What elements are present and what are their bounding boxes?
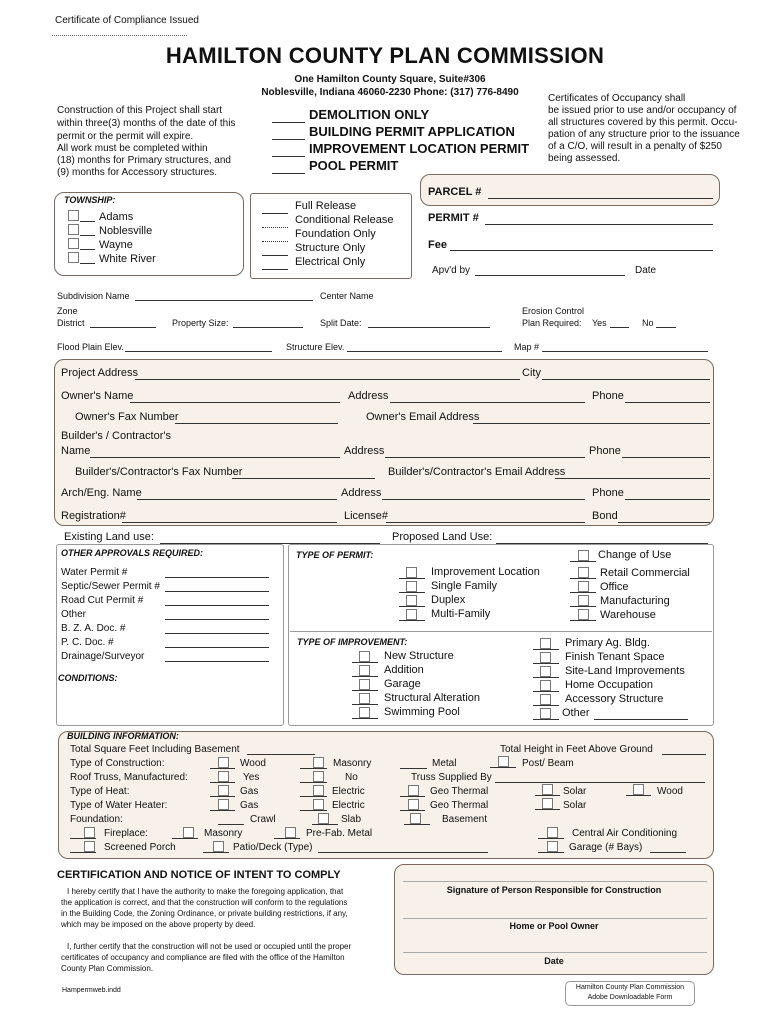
improvement-home-occupation: Home Occupation: [565, 679, 654, 691]
truss-yes-checkbox[interactable]: [218, 771, 229, 782]
central-air-checkbox[interactable]: [547, 827, 558, 838]
construction-type-label: Type of Construction:: [70, 758, 165, 769]
registration-input[interactable]: [122, 522, 337, 523]
heat-wood: Wood: [657, 786, 683, 797]
builder-phone-input[interactable]: [622, 457, 710, 458]
warehouse-line: [570, 620, 596, 621]
signature-date-label: Date: [544, 956, 564, 966]
owner-phone-input[interactable]: [625, 402, 710, 403]
builder-phone-label: Phone: [589, 445, 621, 457]
owner-name-label: Owner's Name: [61, 390, 134, 402]
map-input[interactable]: [542, 351, 708, 352]
other-approval-label: Other: [61, 609, 87, 620]
water-electric-checkbox[interactable]: [313, 799, 324, 810]
builder-name-input[interactable]: [90, 457, 340, 458]
wood-construction-checkbox[interactable]: [218, 757, 229, 768]
heat-solar-checkbox[interactable]: [542, 784, 553, 795]
water-electric: Electric: [332, 800, 365, 811]
other-improvement-checkbox[interactable]: [540, 708, 551, 719]
approved-date-label: Date: [635, 265, 657, 276]
single-family-checkbox[interactable]: [406, 581, 417, 592]
arch-phone-label: Phone: [592, 487, 624, 499]
total-sq-input[interactable]: [247, 754, 315, 755]
garage-improvement-line: [352, 690, 378, 691]
improvement-primary-ag: Primary Ag. Bldg.: [565, 637, 650, 649]
addition-checkbox[interactable]: [359, 665, 370, 676]
addition-line: [352, 676, 378, 677]
fireplace-label: Fireplace:: [104, 828, 148, 839]
conditional-release-line[interactable]: [262, 227, 288, 228]
improvement-site-land: Site-Land Improvements: [565, 665, 685, 677]
page-title: HAMILTON COUNTY PLAN COMMISSION: [165, 43, 605, 68]
new-structure-line: [352, 662, 378, 663]
wood-construction-line: [210, 768, 235, 769]
certification-title: CERTIFICATION AND NOTICE OF INTENT TO COMPLY: [57, 869, 341, 881]
district-input[interactable]: [90, 327, 156, 328]
flood-plain-input[interactable]: [125, 351, 272, 352]
city-input[interactable]: [542, 379, 710, 380]
building-permit-check-line[interactable]: [272, 139, 305, 140]
township-noblesville: Noblesville: [99, 225, 153, 237]
footer-badge-line-2: Adobe Downloadable Form: [587, 994, 673, 1001]
fee-input[interactable]: [450, 250, 713, 251]
screened-porch-label: Screened Porch: [104, 842, 176, 853]
pc-doc-label: P. C. Doc. #: [61, 637, 114, 648]
proposed-land-use-label: Proposed Land Use:: [392, 531, 493, 543]
retail-commercial-checkbox[interactable]: [578, 567, 589, 578]
release-conditional: Conditional Release: [295, 214, 394, 226]
site-land-checkbox[interactable]: [540, 666, 551, 677]
multi-family-line: [399, 620, 425, 621]
truss-yes-line: [210, 782, 235, 783]
parcel-label: PARCEL #: [428, 186, 482, 198]
foundation-crawl: Crawl: [250, 814, 276, 825]
garage-bays-label: Garage (# Bays): [569, 842, 643, 853]
heat-wood-checkbox[interactable]: [633, 784, 644, 795]
type-permit-title: TYPE OF PERMIT:: [296, 550, 374, 560]
project-address-input[interactable]: [135, 379, 520, 380]
improvement-location-line: [399, 578, 425, 579]
erosion-label-1: Erosion Control: [522, 306, 585, 316]
septic-permit-input[interactable]: [165, 591, 269, 592]
owner-address-label: Address: [348, 390, 389, 402]
manufacturing-checkbox[interactable]: [578, 595, 589, 606]
water-permit-label: Water Permit #: [61, 567, 128, 578]
builder-fax-label: Builder's/Contractor's Fax Number: [75, 466, 243, 478]
post-beam-line: [490, 767, 516, 768]
electrical-only-line[interactable]: [262, 269, 288, 270]
type-retail-commercial: Retail Commercial: [600, 567, 690, 579]
swimming-pool-line: [352, 718, 378, 719]
home-occupation-line: [533, 691, 559, 692]
bza-input[interactable]: [165, 633, 269, 634]
address-line-1: One Hamilton County Square, Suite#306: [294, 74, 486, 85]
owner-fax-input[interactable]: [175, 423, 338, 424]
water-solar-checkbox[interactable]: [542, 798, 553, 809]
type-change-of-use: Change of Use: [598, 549, 672, 561]
total-height-label: Total Height in Feet Above Ground: [500, 744, 653, 755]
compliance-line[interactable]: [52, 35, 187, 36]
fireplace-masonry: Masonry: [204, 828, 243, 839]
office-line: [570, 592, 596, 593]
footer-filename: Hampermweb.indd: [62, 987, 121, 994]
address-line-2: Noblesville, Indiana 46060-2230 Phone: (317) 776-8490: [261, 87, 519, 98]
flood-plain-label: Flood Plain Elev.: [57, 342, 124, 352]
foundation-slab: Slab: [341, 814, 362, 825]
construction-masonry: Masonry: [333, 758, 372, 769]
building-info-title: BUILDING INFORMATION:: [67, 731, 179, 741]
heat-gas-line: [210, 796, 235, 797]
erosion-label-2: Plan Required:: [522, 318, 582, 328]
construction-post-beam: Post/ Beam: [522, 758, 574, 769]
multi-family-checkbox[interactable]: [406, 609, 417, 620]
prefab-metal-checkbox[interactable]: [285, 827, 296, 838]
adams-line: [80, 221, 95, 222]
permit-type-pool: POOL PERMIT: [309, 158, 399, 173]
improvement-garage: Garage: [384, 678, 421, 690]
patio-deck-type-input[interactable]: [318, 852, 488, 853]
type-duplex: Duplex: [431, 594, 466, 606]
builder-fax-input[interactable]: [232, 478, 375, 479]
office-checkbox[interactable]: [578, 581, 589, 592]
permit-number-label: PERMIT #: [428, 212, 479, 224]
accessory-structure-line: [533, 705, 559, 706]
owner-fax-label: Owner's Fax Number: [75, 411, 179, 423]
owner-email-label: Owner's Email Address: [366, 411, 480, 423]
screened-porch-checkbox[interactable]: [84, 841, 95, 852]
manufacturing-line: [570, 606, 596, 607]
owner-signature-line[interactable]: [403, 918, 707, 919]
duplex-line: [399, 606, 425, 607]
builder-email-input[interactable]: [555, 478, 710, 479]
bond-label: Bond: [592, 510, 618, 522]
bond-input[interactable]: [618, 522, 710, 523]
road-cut-input[interactable]: [165, 605, 269, 606]
heat-wood-line: [626, 795, 651, 796]
screened-porch-line: [70, 852, 96, 853]
single-family-line: [399, 592, 425, 593]
arch-address-input[interactable]: [382, 499, 585, 500]
truss-no-checkbox[interactable]: [313, 771, 324, 782]
improvement-swimming-pool: Swimming Pool: [384, 706, 460, 718]
other-approval-input[interactable]: [165, 619, 269, 620]
arch-address-label: Address: [341, 487, 382, 499]
noblesville-checkbox[interactable]: [68, 224, 79, 235]
wayne-line: [80, 249, 95, 250]
truss-supplied-label: Truss Supplied By: [411, 772, 492, 783]
heat-type-label: Type of Heat:: [70, 786, 130, 797]
site-land-line: [533, 677, 559, 678]
central-air-label: Central Air Conditioning: [572, 828, 678, 839]
patio-deck-label: Patio/Deck (Type): [233, 842, 313, 853]
split-date-label: Split Date:: [320, 318, 362, 328]
road-cut-label: Road Cut Permit #: [61, 595, 144, 606]
change-of-use-line: [570, 561, 596, 562]
fireplace-checkbox[interactable]: [84, 827, 95, 838]
masonry-construction-line: [300, 768, 327, 769]
water-gas-line: [210, 810, 235, 811]
ilp-check-line[interactable]: [272, 156, 305, 157]
bza-label: B. Z. A. Doc. #: [61, 623, 126, 634]
improvement-finish-tenant: Finish Tenant Space: [565, 651, 665, 663]
improvement-new-structure: New Structure: [384, 650, 454, 662]
foundation-basement-line: [404, 824, 430, 825]
prefab-metal-line: [274, 838, 300, 839]
garage-line: [538, 852, 564, 853]
erosion-yes-label: Yes: [592, 318, 607, 328]
structure-elev-input[interactable]: [347, 351, 502, 352]
home-owner-label: Home or Pool Owner: [509, 921, 599, 931]
type-single-family: Single Family: [431, 580, 498, 592]
finish-tenant-checkbox[interactable]: [540, 652, 551, 663]
erosion-no-input[interactable]: [656, 327, 676, 328]
property-size-input[interactable]: [233, 327, 303, 328]
permit-type-ilp: IMPROVEMENT LOCATION PERMIT: [309, 141, 530, 156]
release-full: Full Release: [295, 200, 357, 212]
water-geo-checkbox[interactable]: [408, 799, 419, 810]
heat-gas-checkbox[interactable]: [218, 785, 229, 796]
duplex-checkbox[interactable]: [406, 595, 417, 606]
improvement-addition: Addition: [384, 664, 424, 676]
zone-label: Zone: [57, 306, 78, 316]
garage-bays-input[interactable]: [650, 852, 686, 853]
license-input[interactable]: [386, 522, 585, 523]
masonry-construction-checkbox[interactable]: [313, 757, 324, 768]
garage-improvement-checkbox[interactable]: [359, 679, 370, 690]
demolition-check-line[interactable]: [272, 122, 305, 123]
adams-checkbox[interactable]: [68, 210, 79, 221]
wayne-checkbox[interactable]: [68, 238, 79, 249]
water-geo-thermal: Geo Thermal: [430, 800, 489, 811]
registration-label: Registration#: [61, 510, 126, 522]
footer-badge-line-1: Hamilton County Plan Commission: [575, 984, 685, 991]
builder-address-label: Address: [344, 445, 385, 457]
full-release-line[interactable]: [262, 213, 288, 214]
water-solar-line: [535, 809, 560, 810]
post-beam-checkbox[interactable]: [498, 756, 509, 767]
existing-land-use-label: Existing Land use:: [64, 531, 154, 543]
pool-check-line[interactable]: [272, 173, 305, 174]
township-adams: Adams: [99, 211, 134, 223]
change-of-use-checkbox[interactable]: [578, 550, 589, 561]
type-improvement-title: TYPE OF IMPROVEMENT:: [297, 637, 408, 647]
roof-truss-label: Roof Truss, Manufactured:: [70, 772, 188, 783]
type-manufacturing: Manufacturing: [600, 595, 670, 607]
other-improvement-input[interactable]: [594, 719, 688, 720]
arch-phone-input[interactable]: [625, 499, 710, 500]
heat-solar-line: [535, 795, 560, 796]
owner-name-input[interactable]: [130, 402, 340, 403]
builder-email-label: Builder's/Contractor's Email Address: [388, 466, 566, 478]
improvement-structural-alteration: Structural Alteration: [384, 692, 480, 704]
truss-yes: Yes: [243, 772, 260, 783]
foundation-slab-line: [312, 824, 338, 825]
builder-name-label: Name: [61, 445, 91, 457]
heat-electric-line: [300, 796, 327, 797]
type-warehouse: Warehouse: [600, 609, 656, 621]
metal-construction-line[interactable]: [400, 768, 427, 769]
project-address-label: Project Address: [61, 367, 139, 379]
township-title: TOWNSHIP:: [64, 195, 116, 205]
permit-type-demolition: DEMOLITION ONLY: [309, 107, 430, 122]
foundation-basement: Basement: [442, 814, 488, 825]
permit-number-input[interactable]: [485, 224, 713, 225]
subdivision-input[interactable]: [135, 300, 313, 301]
water-electric-line: [300, 810, 327, 811]
owner-section: [54, 359, 714, 526]
erosion-no-label: No: [642, 318, 654, 328]
fireplace-masonry-line: [172, 838, 198, 839]
release-foundation: Foundation Only: [295, 228, 376, 240]
water-gas-checkbox[interactable]: [218, 799, 229, 810]
pc-doc-input[interactable]: [165, 647, 269, 648]
construction-wood: Wood: [240, 758, 266, 769]
heat-electric: Electric: [332, 786, 365, 797]
structural-alteration-checkbox[interactable]: [359, 693, 370, 704]
foundation-label: Foundation:: [70, 814, 123, 825]
construction-metal: Metal: [432, 758, 457, 769]
finish-tenant-line: [533, 663, 559, 664]
fee-label: Fee: [428, 239, 447, 251]
parcel-input[interactable]: [488, 198, 713, 199]
structure-only-line[interactable]: [262, 255, 288, 256]
property-size-label: Property Size:: [172, 318, 229, 328]
swimming-pool-checkbox[interactable]: [359, 707, 370, 718]
release-structure: Structure Only: [295, 242, 366, 254]
type-multi-family: Multi-Family: [431, 608, 491, 620]
warehouse-checkbox[interactable]: [578, 609, 589, 620]
septic-permit-label: Septic/Sewer Permit #: [61, 581, 160, 592]
heat-geo-thermal: Geo Thermal: [430, 786, 489, 797]
approved-by-input[interactable]: [475, 275, 625, 276]
permit-type-building: BUILDING PERMIT APPLICATION: [309, 124, 515, 139]
drainage-label: Drainage/Surveyor: [61, 651, 145, 662]
improvement-other: Other: [562, 707, 590, 719]
water-heater-label: Type of Water Heater:: [70, 800, 168, 811]
improvement-accessory-structure: Accessory Structure: [565, 693, 664, 705]
improvement-location-checkbox[interactable]: [406, 567, 417, 578]
signature-label: Signature of Person Responsible for Construction: [446, 885, 662, 895]
total-sq-label: Total Square Feet Including Basement: [70, 744, 240, 755]
heat-geo-line: [400, 796, 425, 797]
split-date-input[interactable]: [368, 327, 490, 328]
water-solar: Solar: [563, 800, 587, 811]
truss-no: No: [345, 772, 358, 783]
water-gas: Gas: [240, 800, 259, 811]
primary-ag-checkbox[interactable]: [540, 638, 551, 649]
type-improvement-location: Improvement Location: [431, 566, 540, 578]
city-label: City: [522, 367, 541, 379]
water-geo-line: [400, 810, 425, 811]
home-occupation-checkbox[interactable]: [540, 680, 551, 691]
compliance-label: Certificate of Compliance Issued: [55, 15, 199, 26]
water-permit-input[interactable]: [165, 577, 269, 578]
owner-email-input[interactable]: [473, 423, 710, 424]
builder-label-1: Builder's / Contractor's: [61, 430, 171, 442]
owner-address-input[interactable]: [390, 402, 585, 403]
heat-solar: Solar: [563, 786, 587, 797]
heat-electric-checkbox[interactable]: [313, 785, 324, 796]
fireplace-line: [70, 838, 96, 839]
map-label: Map #: [514, 342, 540, 352]
release-electrical: Electrical Only: [295, 256, 366, 268]
foundation-slab-checkbox[interactable]: [318, 813, 329, 824]
signature-date-line[interactable]: [403, 952, 707, 953]
structure-elev-label: Structure Elev.: [286, 342, 345, 352]
drainage-input[interactable]: [165, 661, 269, 662]
subdivision-label: Subdivision Name: [57, 291, 130, 301]
permit-divider: [290, 631, 712, 632]
owner-phone-label: Phone: [592, 390, 624, 402]
central-air-line: [538, 838, 564, 839]
patio-deck-checkbox[interactable]: [213, 841, 224, 852]
heat-geo-checkbox[interactable]: [408, 785, 419, 796]
foundation-only-line[interactable]: [262, 241, 288, 242]
total-height-input[interactable]: [662, 754, 706, 755]
heat-gas: Gas: [240, 786, 259, 797]
foundation-basement-checkbox[interactable]: [410, 813, 421, 824]
structural-alteration-line: [352, 704, 378, 705]
fireplace-masonry-checkbox[interactable]: [183, 827, 194, 838]
arch-name-input[interactable]: [137, 499, 337, 500]
center-name-label: Center Name: [320, 291, 374, 301]
truss-no-line: [300, 782, 327, 783]
approvals-title: OTHER APPROVALS REQUIRED:: [61, 548, 204, 558]
township-wayne: Wayne: [99, 239, 133, 251]
signature-line[interactable]: [403, 881, 707, 882]
retail-commercial-line: [570, 578, 596, 579]
erosion-yes-input[interactable]: [610, 327, 629, 328]
accessory-structure-checkbox[interactable]: [540, 694, 551, 705]
patio-deck-line: [203, 852, 229, 853]
arch-name-label: Arch/Eng. Name: [61, 487, 142, 499]
fireplace-prefab: Pre-Fab. Metal: [306, 828, 373, 839]
foundation-crawl-line[interactable]: [218, 824, 244, 825]
township-white-river: White River: [99, 253, 156, 265]
white-river-checkbox[interactable]: [68, 252, 79, 263]
license-label: License#: [344, 510, 389, 522]
new-structure-checkbox[interactable]: [359, 651, 370, 662]
type-office: Office: [600, 581, 629, 593]
truss-supplied-input[interactable]: [495, 782, 705, 783]
noblesville-line: [80, 235, 95, 236]
primary-ag-line: [533, 649, 559, 650]
approved-by-label: Apv'd by: [432, 265, 471, 276]
district-label: District: [57, 318, 85, 328]
conditions-title: CONDITIONS:: [58, 673, 118, 683]
other-improvement-line: [533, 719, 559, 720]
builder-address-input[interactable]: [385, 457, 585, 458]
white-river-line: [80, 263, 95, 264]
garage-checkbox[interactable]: [547, 841, 558, 852]
